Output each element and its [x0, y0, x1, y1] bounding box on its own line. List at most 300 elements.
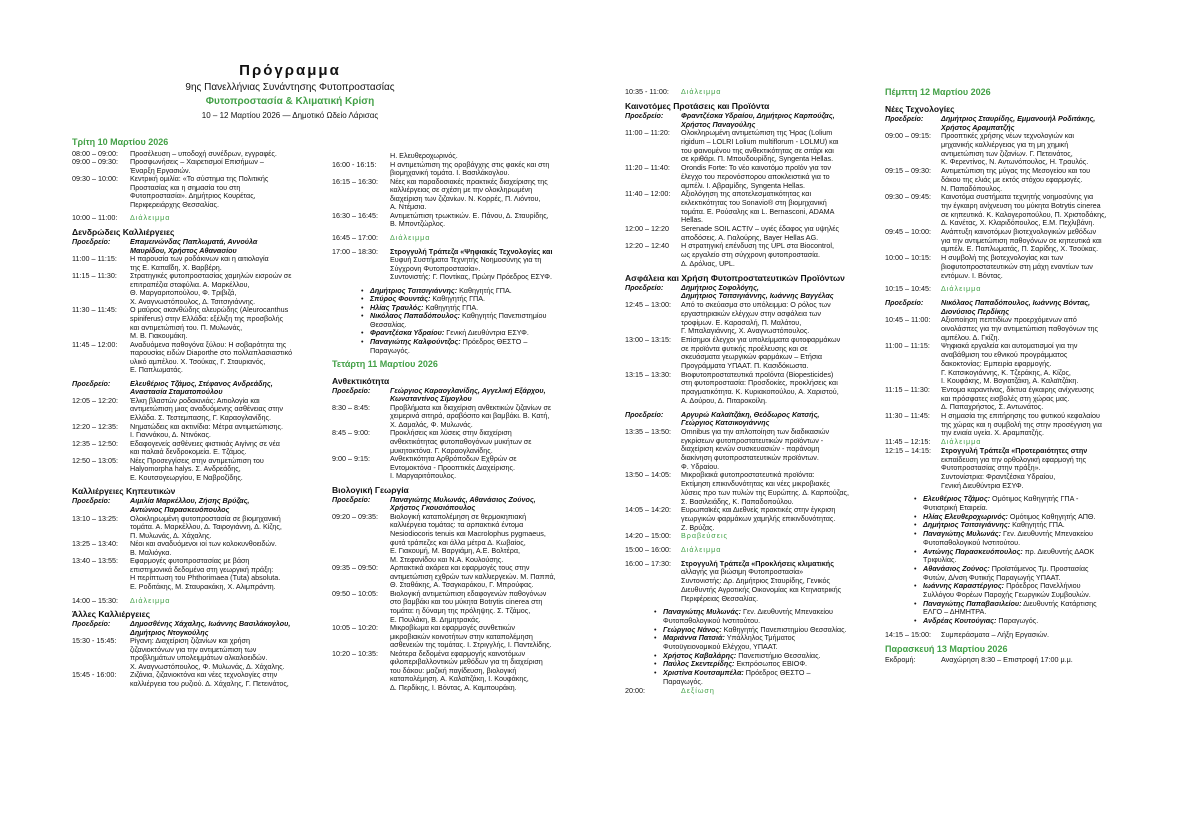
talk-text: φιλοπεριβαλλοντικών μεθόδων για τη διαχείριση [390, 657, 543, 667]
time-slot: 14:00 – 15:30: [72, 595, 118, 605]
talk-text: ζιζανιοκτόνων για την αντιμετώπιση των [130, 644, 257, 654]
section-heading: Καλλιέργειες Κηπευτικών [72, 486, 176, 497]
panelist-text: Παναγιώτης Μυλωνάς: Γεν. Διευθυντής Μπενακείου [923, 529, 1093, 539]
panelist-text: Φυτοϋγειονομικού Ελέγχου, ΥΠΑΑΤ. [663, 642, 778, 651]
panelist-text: Φυτοπαθολογικού Ινστιτούτου. [923, 537, 1021, 547]
talk-text: Αξιοποίηση πεπτιδίων προερχόμενων από [941, 315, 1077, 325]
talk-text: Προστασίας και η σημασία του στη [130, 182, 241, 192]
chairs-names: Δημήτριος Τσιτσιγιάννης, Ιωάννης Βαγγέλας [681, 291, 834, 301]
chairs-names: Επαμεινώνδας Παπλωματά, Αννούλα [130, 237, 258, 246]
talk-text: spiniferus) στην Ελλάδα: εξέλιξη της προσβολής [130, 313, 284, 323]
section-heading: Ανθεκτικότητα [332, 375, 390, 386]
talk-text: στο βαμβάκι και του μύκητα Botrytis cinerea στη [390, 597, 543, 607]
talk-text: Ε. Πουλάκη, Β. Δημητρακάς. [390, 614, 481, 624]
time-slot: 14:05 – 14:20: [625, 505, 671, 515]
time-slot: 11:30 – 11:45: [72, 305, 117, 315]
talk-text: Σύγχρονη Φυτοπροστασία». [390, 263, 481, 273]
talk-text: Φυτοπροστασίας στην πράξη». [941, 463, 1041, 473]
talk-text: διαχείριση των ζιζανίων. Ν. Κορρές, Π. Λιόντου, [390, 193, 541, 203]
talk-text: έλεγχο του περονόσπορου αποκλειστικά για το [681, 171, 830, 181]
chairs-label: Προεδρείο: [72, 237, 111, 246]
time-slot: 14:15 – 15:00: [885, 629, 931, 639]
time-slot: 11:00 – 11:20: [625, 128, 670, 138]
time-slot: 13:35 – 13:50: [625, 426, 671, 436]
time-slot: 10:20 – 10:35: [332, 648, 378, 658]
chairs-names: Χρήστος Γκουσιόπουλος [390, 503, 476, 513]
talk-text: αντιμετώπιση των ζιζανίων. Γ. Πετεινάτος, [941, 148, 1073, 158]
talk-text: αμπέλου. Δ. Γκίζη. [941, 332, 1000, 342]
bullet-icon: • [914, 581, 917, 591]
section-heading: Νέες Τεχνολογίες [885, 103, 955, 114]
time-slot: 10:45 – 11:00: [885, 315, 931, 325]
talk-text: Ελλάδα. Σ. Τεστεμπασης, Γ. Καραογλανίδης. [130, 413, 271, 422]
panelist-text: Φυτιατρική Εταιρεία. [923, 503, 988, 512]
talk-text: μηχανικής καλλιέργειας για τη μη χημική [941, 140, 1069, 149]
talk-text: αναβάθμιση του εθνικού προγράμματος [941, 350, 1068, 360]
time-slot: 8:45 – 9:00: [332, 428, 370, 438]
time-slot: 09:15 – 09:30: [885, 166, 931, 176]
talk-text: Φυτοπροστασία». Δημήτριος Κουρέτας, [130, 191, 256, 201]
talk-text: Έντομα καραντίνας, δίκτυα έγκαιρης ανίχνευσης [941, 384, 1094, 394]
chairs-label: Προεδρείο: [885, 297, 924, 307]
talk-text: βιομηχανική τομάτα. Ι. Βασιλάκογλου. [390, 168, 510, 178]
talk-text: Συντονιστής: Δρ. Δημήτριος Σταυρίδης, Γενικός [681, 576, 831, 586]
header-dates: 10 – 12 Μαρτίου 2026 — Δημοτικό Ωδείο Λάρισας [201, 111, 379, 120]
section-heading: Δενδρώδεις Καλλιέργειες [72, 226, 175, 237]
talk-text: Προσέλευση – υποδοχή συνέδρων, εγγραφές. [130, 148, 277, 158]
talk-text: Β. Μαλιόγκα. [130, 547, 172, 557]
chairs-names: Δημήτριος Σταυρίδης, Εμμανουήλ Ροδιτάκης, [941, 113, 1096, 123]
time-slot: 09:45 – 10:00: [885, 227, 931, 236]
talk-text: διακίνηση φυτοπροστατευτικών προϊόντων. [681, 453, 819, 462]
time-slot: 13:15 – 13:30: [625, 369, 671, 379]
break-label: Διάλειμμα [390, 232, 431, 242]
panelist-text: Συλλόγου Φορέων Παροχής Γεωργικών Συμβουλών. [923, 590, 1091, 599]
bullet-icon: • [914, 511, 917, 521]
talk-text: της χώρας και η συμβολή της στην προσέγγιση για [941, 419, 1102, 429]
talk-text: καλλιέργειας σε σχέση με την ολοκληρωμένη [390, 185, 533, 195]
bullet-icon: • [914, 598, 917, 608]
panelist-text: Ηλίας Τραυλός: Καθηγητής ΓΠΑ. [370, 302, 479, 312]
chairs-names: Κωνσταντίνος Σίμογλου [390, 394, 472, 404]
talk-text: πραγματικότητα. Κ. Κυριακοπούλου, Α. Χαριστού, [681, 387, 839, 397]
talk-text: δάκου της ελιάς με εκτός στόχου εφαρμογές. [941, 174, 1083, 184]
talk-text: Νέοι και αναδυόμενοι ιοί των κολοκυνθοειδών. [130, 539, 277, 549]
talk-text: της Ε. Καπαΐδη, Χ. Βαρβέρη. [130, 262, 222, 272]
talk-text: Halyomorpha halys. Σ. Ανδρεάδης, [130, 464, 241, 474]
break-label: Διάλειμμα [130, 595, 171, 605]
talk-text: ανθεκτικότητας φυτοπαθογόνων μυκήτων σε [390, 437, 532, 446]
chairs-names: Γεώργιος Καραογλανίδης, Αγγελική Εξάρχου, [390, 385, 546, 395]
talk-text: και αντιμετώπισή του. Π. Μυλωνάς, [130, 322, 243, 332]
talk-text: Omnibus για την απλοποίηση των διαδικασιών [681, 426, 830, 436]
break-label: Διάλειμμα [681, 87, 722, 96]
panelist-text: Αντώνης Παρασκευόπουλος: πρ. Διευθυντής ΔΑΟΚ [923, 546, 1095, 556]
section-heading: Καινοτόμες Προτάσεις και Προϊόντα [625, 100, 770, 111]
panelist-text: ΕΛΓΟ – ΔΗΜΗΤΡΑ. [923, 607, 987, 617]
time-slot: 16:30 – 16:45: [332, 210, 378, 220]
talk-text: Θ. Μαργαριτοπούλου, Φ. Τριβιζά, [130, 288, 237, 298]
panelist-text: Ηλίας Ελευθεροχωρινός: Ομότιμος Καθηγητής ΑΠΘ. [923, 511, 1096, 521]
chairs-label: Προεδρείο: [332, 385, 371, 395]
chairs-label: Προεδρείο: [72, 619, 111, 629]
talk-text: υλικό αμπέλου. Χ. Τσούκας, Γ. Σταυριανός, [130, 356, 266, 366]
time-slot: 09:00 – 09:15: [885, 131, 931, 141]
time-slot: 10:15 – 10:45: [885, 284, 931, 294]
time-slot: 12:50 – 13:05: [72, 455, 118, 465]
talk-text: Προγράμματα ΥΠΑΑΤ. Π. Κασιδόκωστα. [681, 361, 809, 370]
talk-text: Γ. Μπαλαγιάννης, Χ. Αναγνωστόπουλος. [681, 326, 810, 336]
day-heading: Τρίτη 10 Μαρτίου 2026 [72, 137, 169, 147]
chairs-names: Νικόλαος Παπαδόπουλος, Ιωάννης Βόντας, [941, 297, 1091, 307]
talk-text: του δάκου: μαζική παγίδευση, βιολογική [390, 665, 517, 675]
talk-text: και παλαιά δενδροκομεία. Ε. Τζάμος. [130, 447, 247, 457]
talk-text: Ε. Παπλωματάς. [130, 365, 183, 375]
talk-text: Νέες και παραδοσιακές πρακτικές διαχείρισης της [390, 176, 548, 186]
time-slot: 13:10 – 13:25: [72, 513, 118, 523]
talk-text: αλλαγής για βιώσιμη Φυτοπροστασία» [681, 567, 804, 577]
time-slot: 12:05 – 12:20: [72, 395, 118, 405]
talk-text: Ν. Παπαδόπουλος. [941, 183, 1003, 193]
talk-text: Ζιζάνια, ζιζανιοκτόνα και νέες τεχνολογίες στην [130, 670, 278, 680]
talk-text: καταπολέμηση. Α. Καλαϊτζάκη, Ι. Κουφάκης, [390, 674, 529, 684]
talk-text: Εφαρμογές φυτοπροστασίας με βάση [130, 556, 250, 566]
chairs-names: Χρήστος Αραμπατζής [941, 122, 1015, 132]
time-slot: 11:30 – 11:45: [885, 411, 930, 420]
talk-text: σε προϊόντα φυτικής προέλευσης και σε [681, 343, 808, 353]
talk-text: Η παρουσία των ροδάκινων και η αιτιολογία [130, 254, 269, 264]
talk-text: Προβλήματα και διαχείριση ανθεκτικών ζιζανίων σε [390, 402, 552, 412]
section-heading: Ασφάλεια και Χρήση Φυτοπροστατευτικών Προϊόντων [625, 272, 845, 283]
bullet-icon: • [654, 633, 657, 643]
talk-text: Προκλήσεις και λύσεις στην διαχείριση [390, 428, 512, 438]
break-label: Δεξίωση [681, 685, 715, 695]
chairs-names: Αναστασία Σταματοπούλου [130, 387, 223, 397]
talk-text: χειμερινά σιτηρά, αραβόσιτο και βαμβάκι. Β. Κατή, [390, 411, 550, 421]
talk-text: Ο μαύρος ακανθώδης αλευρώδης (Aleurocanthus [130, 305, 289, 315]
talk-text: Νηματώδεις και ακτινίδια: Μέτρα αντιμετώπισης. [130, 421, 283, 431]
panelist-text: Τριφυλίας. [923, 555, 957, 565]
time-slot: 17:00 – 18:30: [332, 246, 378, 256]
panelist-text: Μαριάννα Πατσιά: Υπάλληλος Τμήματος [663, 633, 796, 643]
day-heading: Παρασκευή 13 Μαρτίου 2026 [885, 643, 1008, 654]
panelist-text: Σπύρος Φουντάς: Καθηγητής ΓΠΑ. [370, 294, 486, 304]
time-slot: Εκδρομή: [885, 655, 916, 665]
talk-text: Η. Ελευθεροχωρινός. [390, 151, 458, 160]
session-title: Στρογγυλή Τράπεζα «Ψηφιακές Τεχνολογίες και [390, 246, 553, 256]
panelist-text: Παναγιώτης Παπαβασιλείου: Διευθυντής Κατάρτισης [923, 598, 1097, 608]
talk-text: Βιολογική αντιμετώπιση εδαφογενών παθογόνων [390, 588, 547, 598]
talk-text: Ολοκληρωμένη φυτοπροστασία σε βιομηχανική [130, 513, 281, 523]
talk-text: Α. Ντέμσια. [390, 202, 427, 212]
chairs-label: Προεδρείο: [332, 494, 371, 504]
talk-text: για την αντιμετώπιση παθογόνων σε κηπευτικά και [941, 235, 1102, 245]
time-slot: 09:00 – 09:30: [72, 157, 118, 167]
talk-text: σε κηπευτικά. Κ. Καλογεροπούλου, Π. Χριστοδάκης, [941, 209, 1107, 219]
time-slot: 20:00: [625, 685, 645, 695]
talk-text: rigidum – LOLRI Lolium multiflorum - LOLMU) και [681, 137, 839, 146]
talk-text: Εδαφογενείς ασθένειες φιστικιάς Αιγίνης σε νέα [130, 438, 280, 448]
time-slot: 16:00 - 16:15: [332, 159, 377, 169]
bullet-icon: • [361, 328, 364, 338]
time-slot: 13:00 – 13:15: [625, 334, 671, 344]
chairs-names: Γεώργιος Κατσικογιάννης [681, 418, 770, 428]
time-slot: 15:00 – 16:00: [625, 545, 671, 554]
chairs-names: Παναγιώτης Μυλωνάς, Αθανάσιος Ζούνος, [390, 494, 536, 504]
panelist-text: Δημήτριος Τσιτσιγιάννης: Καθηγητής ΓΠΑ. [370, 285, 512, 295]
time-slot: 16:45 – 17:00: [332, 232, 378, 242]
break-label: Διάλειμμα [941, 437, 982, 447]
talk-text: αμπέλι. Ε. Παπλωματάς, Π. Σαρίδης, Χ. Τσούκας. [941, 244, 1099, 254]
talk-text: στη φυτοπροστασία: Προσδοκίες, προκλήσεις και [681, 378, 838, 388]
time-slot: 09:30 – 10:00: [72, 174, 118, 184]
panelist-text: Παύλος Σκεντερίδης: Εκπρόσωπος ΕΒΙΟΦ. [663, 659, 808, 669]
talk-text: Η περίπτωση του Phthorimaea (Tuta) absoluta. [130, 573, 281, 583]
talk-text: Δ. Κανέτας, Χ. Κλαριδόπουλος, Ε.Μ. Πεχλιβάνη. [941, 218, 1095, 228]
section-heading: Βιολογική Γεωργία [332, 484, 409, 495]
bullet-icon: • [654, 650, 657, 660]
panelist-text: Χρήστος Καβαλάρης: Πανεπιστήμιο Θεσσαλίας. [663, 650, 821, 660]
talk-text: αποδόσεις. Α. Γιαλούρης, Bayer Hellas AG. [681, 232, 819, 242]
talk-text: Ευρωπαϊκές και Διεθνείς πρακτικές στην έγκριση [681, 505, 836, 515]
talk-text: δακοκτονίας: Εμπειρία εφαρμογής. [941, 358, 1052, 368]
panelist-text: Δημήτριος Τσιτσιγιάννης: Καθηγητής ΓΠΑ. [923, 520, 1065, 530]
panelist-text: Παραγωγός. [663, 676, 703, 686]
time-slot: 09:50 – 10:05: [332, 588, 378, 598]
talk-text: Ρίγανη: Διαχείριση ζιζανίων και χρήση [130, 636, 250, 646]
talk-text: αντιμετώπιση μιας αναδυόμενης ασθένειας στην [130, 404, 284, 414]
panelist-text: Ελευθέριος Τζάμος: Ομότιμος Καθηγητής ΓΠΑ - [923, 494, 1079, 504]
talk-text: Έλκη βλαστών ροδακινιάς: Αιτιολογία και [130, 395, 260, 405]
talk-text: Προοπτικές χρήσης νέων τεχνολογιών και [941, 131, 1074, 141]
talk-text: την έγκαιρη ανίχνευση του μύκητα Botrytis cinerea [941, 200, 1101, 210]
time-slot: 9:00 – 9:15: [332, 454, 370, 464]
talk-text: Αντιμετώπιση τρωκτικών. Ε. Πάνου, Δ. Σταυρίδης, [390, 210, 549, 220]
talk-text: Ψηφιακά εργαλεία και αυτοματισμοί για την [941, 341, 1078, 351]
talk-text: Αξιολόγηση της αποτελεσματικότητας και [681, 189, 812, 199]
talk-text: Περιφέρειας Θεσσαλίας. [681, 593, 759, 603]
talk-text: ως εργαλείο στη σύγχρονη φυτοπροστασία. [681, 250, 820, 260]
time-slot: 11:40 – 12:00: [625, 189, 671, 199]
talk-text: Θ. Σταθάκης, Α. Τσαγκαράκου, Γ. Μπρούφας. [390, 580, 534, 590]
talk-text: Αντιμετώπιση της μύγας της Μεσογείου και του [941, 166, 1091, 176]
talk-text: Ι. Κουφάκης, Μ. Βογιατζάκη, Α. Καλαϊτζάκη. [941, 376, 1079, 386]
talk-text: Στρατηγικές φυτοπροστασίας χαμηλών εισροών σε [130, 271, 292, 281]
bullet-icon: • [654, 668, 657, 678]
talk-text: Από το σκεύασμα στο υπόλειμμα: Ο ρόλος των [681, 300, 831, 310]
talk-text: Περιφερειάρχης Θεσσαλίας. [130, 199, 219, 209]
talk-text: Ε. Ροδιτάκης, Μ. Σταυρακάκη, Χ. Αλιμπράντη. [130, 581, 276, 591]
talk-text: Εκτίμηση επικινδυνότητας και νέες μικροβιακές [681, 479, 830, 489]
talk-text: Orondis Forte: Το νέο καινοτόμο προϊόν για τον [681, 163, 831, 173]
talk-text: τροφίμων. Ε. Καρασαλή, Π. Μαλάτου, [681, 317, 802, 327]
time-slot: 16:15 – 16:30: [332, 176, 378, 186]
time-slot: 8:30 – 8:45: [332, 402, 370, 412]
talk-text: Αναχώρηση 8:30 – Επιστροφή 17:00 μ.μ. [941, 655, 1073, 665]
talk-text: επιστημονικά δεδομένα στη γεωργική πράξη: [130, 564, 274, 574]
panelist-text: Φυτών, Δ/νση Φυτικής Παραγωγής ΥΠΑΑΤ. [923, 572, 1061, 582]
header-title: Πρόγραμμα [239, 62, 341, 79]
panelist-text: Γεώργιος Νάνος: Καθηγητής Πανεπιστημίου Θεσσαλίας. [663, 624, 847, 634]
time-slot: 10:00 – 10:15: [885, 253, 931, 263]
talk-text: Nesiodiocoris tenuis και Macrolophus pygmaeus, [390, 529, 546, 538]
talk-text: διαχείριση κενών συσκευασιών - παράνομη [681, 444, 820, 454]
panelist-text: Παναγιώτης Μυλωνάς: Γεν. Διευθυντής Μπενακείου [663, 607, 833, 617]
break-label: Διάλειμμα [130, 213, 171, 223]
talk-text: Ε. Κουτσογεωργίου, Ε Ναβροζίδης. [130, 472, 243, 482]
talk-text: Ε. Γιακουμή, Μ. Βαργιάμη, Α.Ε. Βολτέρα, [390, 546, 520, 556]
chairs-names: Δημήτριος Σοφολόγης, [681, 282, 759, 292]
bullet-icon: • [654, 624, 657, 634]
time-slot: 11:20 – 11:40: [625, 163, 670, 173]
time-slot: 13:40 – 13:55: [72, 556, 118, 566]
talk-text: αντιμετώπιση εχθρών των καλλιεργειών. Μ. Παππά, [390, 571, 556, 581]
talk-text: Δ. Δρόλιας, UPL. [681, 258, 735, 268]
talk-text: Η αντιμετώπιση της οροβάγχης στις φακές και στη [390, 159, 550, 169]
talk-text: Έναρξη Εργασιών. [130, 165, 191, 175]
talk-text: Μικροβιακά φυτοπροστατευτικά προϊόντα: [681, 470, 815, 480]
talk-text: Αρπακτικά ακάρεα και εφαρμογές τους στην [390, 563, 530, 573]
talk-text: Γ. Κατσικογιάννης, Κ. Τζεράκης, Α. Κίζος, [941, 367, 1071, 377]
talk-text: Κεντρική ομιλία: «Το σύστημα της Πολιτικής [130, 174, 269, 184]
break-label: Βραβεύσεις [681, 531, 729, 541]
session-title: Στρογγυλή Τράπεζα «Προτεραιότητες στην [941, 445, 1088, 455]
time-slot: 13:25 – 13:40: [72, 539, 118, 549]
time-slot: 09:20 – 09:35: [332, 511, 378, 521]
section-heading: Άλλες Καλλιέργειες [72, 609, 151, 620]
talk-text: Καινοτόμα συστήματα τεχνητής νοημοσύνης για [941, 192, 1094, 202]
talk-text: Ολοκληρωμένη αντιμετώπιση της Ήρας (Lolium [681, 128, 833, 138]
talk-text: και πρόσφατες εισβολές στη χώρας μας. [941, 393, 1070, 403]
talk-text: εντόμων. Ι. Βόντας. [941, 270, 1003, 280]
talk-text: Δ. Περδίκης, Ι. Βόντας, Α. Καμπουράκη. [390, 682, 517, 692]
panelist-text: Ιωάννης Καραστέργιος: Πρόεδρος Πανελλήνιου [923, 581, 1081, 591]
talk-text: Δ. Παπαχρήστος, Σ. Αντωνάτος. [941, 402, 1044, 412]
bullet-icon: • [361, 294, 364, 304]
talk-text: Χ. Αναγνωστόπουλος, Φ. Μυλωνάς, Δ. Χάχαλης. [130, 661, 285, 671]
day-heading: Τετάρτη 11 Μαρτίου 2026 [332, 359, 438, 370]
time-slot: 12:20 – 12:35: [72, 421, 118, 431]
chairs-names: Δημοσθένης Χάχαλης, Ιωάννης Βασιλάκογλου, [130, 619, 291, 629]
talk-text: φυτά τράπεζες και άλλα μέτρα Δ. Κωβαίος, [390, 537, 526, 547]
talk-text: καλλιέργεια τομάτας: τα αρπακτικά έντομα [390, 520, 524, 530]
talk-text: Βιοφυτοπροστατευτικά προϊόντα (Biopesticides) [681, 369, 834, 379]
talk-text: τομάτα: η δύναμη της πρόληψης. Σ. Τζάμος, [390, 605, 531, 615]
chairs-label: Προεδρείο: [625, 282, 664, 292]
talk-text: Α. Δούρου, Δ. Πιταροκοίλη. [681, 395, 767, 405]
time-slot: 12:20 – 12:40 [625, 241, 669, 251]
talk-text: λύσεις προ των πυλών της Ευρώπης. Δ. Καρπούζας, [681, 487, 849, 497]
talk-text: Π. Μυλωνάς, Δ. Χάχαλης. [130, 530, 212, 540]
talk-text: Η σημασία της επιτήρησης του φυτικού κεφαλαίου [941, 411, 1100, 420]
header-subtitle: 9ης Πανελλήνιας Συνάντησης Φυτοπροστασίας [185, 82, 395, 93]
panelist-text: Αθανάσιος Ζούνος: Προϊστάμενος Τμ. Προστασίας [923, 563, 1089, 573]
time-slot: 14:20 – 15:00: [625, 531, 671, 541]
panelist-text: Χριστίνα Κουτσαμπέλα: Πρόεδρος ΘΕΣΤΟ – [663, 668, 811, 678]
time-slot: 09:30 – 09:45: [885, 192, 931, 202]
talk-text: Serenade SOIL ACTIV – υγιές έδαφος για υψηλές [681, 224, 839, 233]
time-slot: 13:50 – 14:05: [625, 470, 671, 480]
talk-text: Σ. Βασιλειάδης, Κ. Παπαδοπούλου. [681, 496, 794, 506]
talk-text: Ανθεκτικότητα Αρθρόποδων Εχθρών σε [390, 454, 517, 464]
talk-text: Γενική Διευθύντρια ΕΣΥΦ. [941, 480, 1024, 490]
bullet-icon: • [361, 337, 364, 346]
bullet-icon: • [914, 529, 917, 539]
break-label: Διάλειμμα [681, 545, 722, 554]
bullet-icon: • [654, 659, 657, 669]
talk-text: Hellas. [681, 215, 703, 225]
chairs-label: Προεδρείο: [72, 378, 111, 388]
chairs-names: Χρήστος Παναγούλης [681, 119, 756, 129]
talk-text: προβλημάτων υπολειμμάτων αλκαλοειδών. [130, 653, 268, 663]
talk-text: Συντονιστής: Γ. Ποντίκας, Πρώην Πρόεδρος ΕΣΥΦ. [390, 272, 552, 282]
time-slot: 10:00 – 11:00: [72, 213, 118, 223]
talk-text: ασθενειών της τομάτας. Ι. Στριγγλής, Ι. Παντελίδης. [390, 640, 552, 650]
talk-text: Ι. Γιαννάκου, Δ. Ντινόκας. [130, 430, 211, 440]
talk-text: Διευθυντής Αγροτικής Οικονομίας και Κτηνιατρικής [681, 584, 842, 594]
time-slot: 11:45 – 12:00: [72, 339, 118, 349]
chairs-label: Προεδρείο: [72, 496, 111, 506]
header-theme: Φυτοπροστασία & Κλιματική Κρίση [205, 96, 375, 107]
bullet-icon: • [914, 520, 917, 530]
time-slot: 11:15 – 11:30: [885, 384, 930, 394]
talk-text: παρουσίας ειδών Diaporthe στο πολλαπλασιαστικό [130, 348, 293, 358]
talk-text: εκπαίδευση για την ορθολογική εφαρμογή της [941, 454, 1087, 464]
talk-text: μικροβιακών κοινοτήτων στην καταπολέμηση [390, 631, 533, 641]
time-slot: 10:35 - 11:00: [625, 87, 669, 96]
talk-text: Η συμβολή της βιοτεχνολογίας και των [941, 253, 1063, 263]
talk-text: Ευφυή Συστήματα Τεχνητής Νοημοσύνης για τη [390, 255, 542, 265]
talk-text: βιοφυτοπροστατευτικών στη μάχη εναντίων των [941, 261, 1093, 271]
chairs-names: Δημήτριος Ντογκούλης [130, 627, 209, 637]
time-slot: 15:45 - 16:00: [72, 670, 117, 680]
talk-text: Ανάπτυξη καινοτόμων βιοτεχνολογικών μεθόδων [941, 227, 1097, 236]
talk-text: καλλιέργεια του ρυζιού. Δ. Χάχαλης, Γ. Πετεινάτος, [130, 678, 289, 688]
talk-text: Μ. Στεφανίδου και Ν.Α. Κουλούσης. [390, 554, 504, 564]
talk-text: Νέες Προσεγγίσεις στην αντιμετώπιση του [130, 455, 264, 465]
talk-text: Μ. Β. Γιακουμάκη. [130, 331, 188, 341]
panelist-text: Θεσσαλίας. [370, 319, 407, 329]
session-title: Στρογγυλή Τράπεζα «Προκλήσεις κλιματικής [681, 558, 834, 568]
talk-text: τομάτα. Ε. Ρούσαλης και L. Bernasconi, ADAMA [681, 206, 835, 216]
time-slot: 11:00 – 11:15: [72, 254, 117, 264]
talk-text: την ενιαία υγεία. Χ. Αραμπατζής. [941, 428, 1045, 438]
chairs-label: Προεδρείο: [625, 409, 664, 419]
talk-text: Νεότερα δεδομένα εφαρμογής καινοτόμων [390, 648, 526, 658]
time-slot: 12:00 – 12:20 [625, 224, 669, 233]
talk-text: Φ. Υδραίου. [681, 461, 720, 471]
talk-text: Ι. Μαργαριτόπουλος. [390, 471, 457, 481]
talk-text: Β. Μποντζώρλος. [390, 219, 446, 229]
talk-text: εγκρίσεων φυτοπροστατευτικών προϊόντων - [681, 435, 824, 445]
talk-text: Εντομοκτόνα - Προοπτικές Διαχείρισης. [390, 462, 515, 472]
talk-text: Βιολογική καταπολέμηση σε θερμοκηπιακή [390, 511, 527, 521]
panelist-text: Νικόλαος Παπαδόπουλος: Καθηγητής Πανεπιστημίου [370, 311, 547, 321]
chairs-names: Αντώνιος Παρασκευόπουλος [130, 505, 230, 514]
talk-text: Αναδυόμενα παθογόνα ξύλου: Η σοβαρότητα της [130, 339, 287, 349]
talk-text: Κ. Φερεντίνος, Ν. Αντωνόπουλος, Η. Τραυλός. [941, 157, 1089, 167]
talk-text: επιτραπέζια σταφύλια. Α. Μαρκέλλου, [130, 279, 250, 289]
talk-text: Χ. Αναγνωστόπουλος, Δ. Τσιτσιγιάννης. [130, 296, 256, 306]
bullet-icon: • [914, 546, 917, 556]
talk-text: Χ. Δαμαλάς, Φ. Μυλωνάς. [390, 419, 473, 429]
chairs-names: Αργυρώ Καλαϊτζάκη, Θεόδωρος Κατσής, [681, 409, 820, 419]
talk-text: τομάτα. Α. Μαρκέλλου, Δ. Ταιρογιάννη, Δ. Κίζης, [130, 522, 282, 532]
panelist-text: Παραγωγός. [370, 345, 410, 355]
talk-text: Η στρατηγική επένδυση της UPL στα Biocontrol, [681, 241, 834, 251]
talk-text: Συμπεράσματα – Λήξη Εργασιών. [941, 629, 1050, 639]
time-slot: 11:15 – 11:30: [72, 271, 117, 281]
